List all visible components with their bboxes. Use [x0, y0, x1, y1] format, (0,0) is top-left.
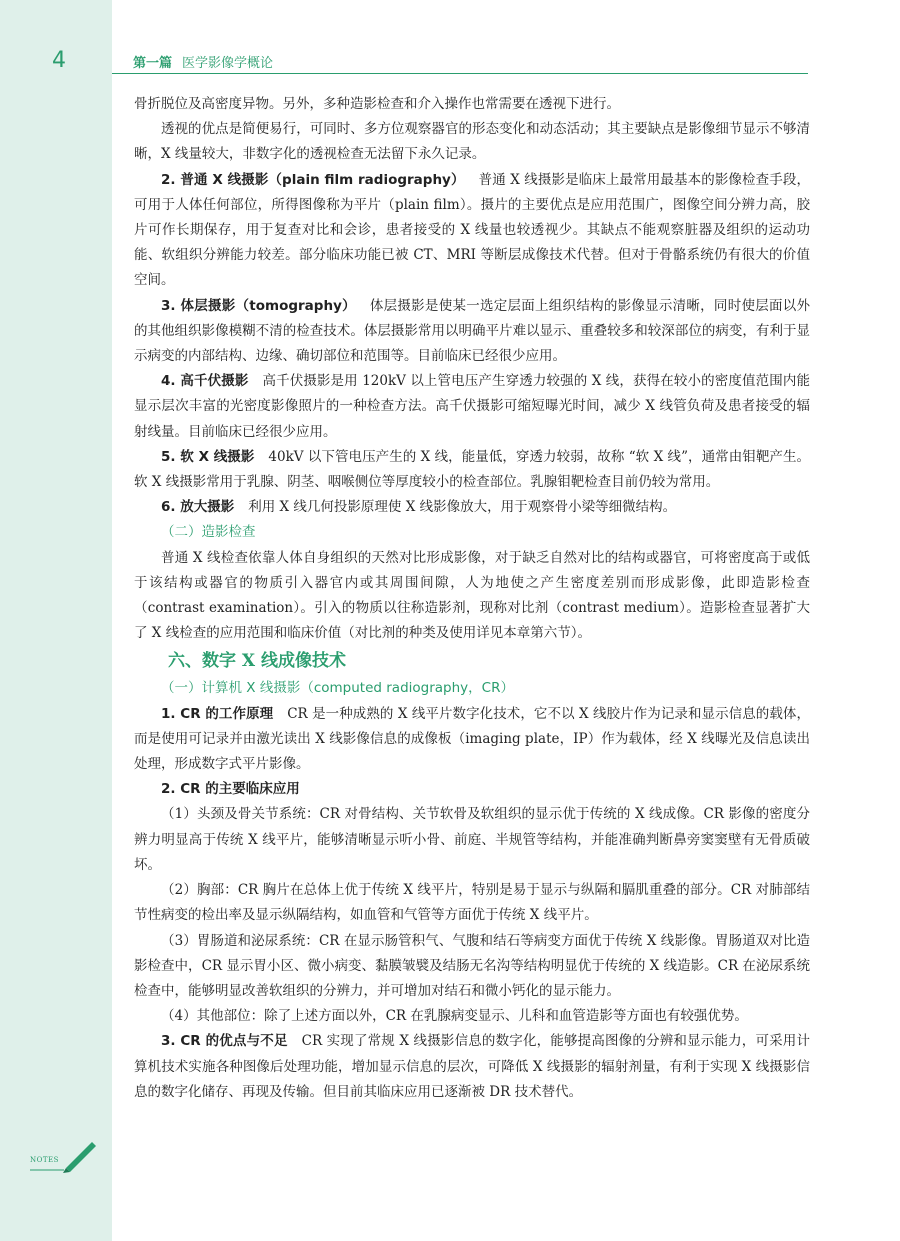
notes-label: NOTES [30, 1156, 59, 1164]
item-text: 普通 X 线摄影是临床上最常用最基本的影像检查手段，可用于人体任何部位，所得图像称为平片（plain film）。摄片的主要优点是应用范围广，图像空间分辨力高，胶片可作长期保存，用于复查对比和会诊，患者接受的 X 线量也较透视少。其缺点不能观察脏器及组织的运动功能、软组织分辨能力较差。部分临床功能已被 CT、MRI 等断层成像技术代替。但对于骨骼系统仍有很大的价值空间。 [134, 171, 811, 289]
paragraph: （3）胃肠道和泌尿系统：CR 在显示肠管积气、气腹和结石等病变方面优于传统 X 线影像。胃肠道双对比造影检查中，CR 显示胃小区、微小病变、黏膜皱襞及结肠无名沟等结构明显优于传统的 X 线造影。CR 在泌尿系统检查中，能够明显改善软组织的分辨力，并可增加对结石和微小钙化的显示能力。 [134, 932, 810, 999]
item-text: 高千伏摄影是用 120kV 以上管电压产生穿透力较强的 X 线，获得在较小的密度值范围内能显示层次丰富的光密度影像照片的一种检查方法。高千伏摄影可缩短曝光时间，减少 X 线管负荷及患者接受的辐射线量。目前临床已经很少应用。 [134, 373, 810, 440]
item-term: 5. 软 X 线摄影 [161, 448, 255, 465]
item-term: 3. 体层摄影（tomography） [161, 297, 356, 314]
item-paragraph [134, 1029, 810, 1105]
item-text: CR 是一种成熟的 X 线平片数字化技术，它不以 X 线胶片作为记录和显示信息的载体，而是使用可记录并由激光读出 X 线影像信息的成像板（imaging plate，IP）作为载体，经 X 线曝光及信息读出处理，形成数字式平片影像。 [134, 705, 811, 773]
header-divider [112, 73, 808, 74]
paragraph: （1）头颈及骨关节系统：CR 对骨结构、关节软骨及软组织的显示优于传统的 X 线成像。CR 影像的密度分辨力明显高于传统 X 线平片，能够清晰显示听小骨、前庭、半规管等结构，并能准确判断鼻旁窦窦壁有无骨质破坏。 [134, 806, 810, 873]
item-text: 利用 X 线几何投影原理使 X 线影像放大，用于观察骨小梁等细微结构。 [248, 499, 677, 516]
item-paragraph [134, 495, 810, 520]
item-term: 6. 放大摄影 [161, 499, 235, 516]
item-text: CR 实现了常规 X 线摄影信息的数字化，能够提高图像的分辨和显示能力，可采用计算机技术实施各种图像后处理功能，增加显示信息的层次，可降低 X 线摄影的辐射剂量，有利于实现 X 线摄影信息的数字化储存、再现及传输。但目前其临床应用已逐渐被 DR 技术替代。 [134, 1033, 810, 1100]
paragraph: （4）其他部位：除了上述方面以外，CR 在乳腺病变显示、儿科和血管造影等方面也有较强优势。 [161, 1008, 748, 1025]
item-term: 2. 普通 X 线摄影（plain film radiography） [161, 171, 465, 188]
item-paragraph [134, 445, 810, 495]
section-heading: 六、数字 X 线成像技术 [168, 651, 347, 672]
item-term: 4. 高千伏摄影 [161, 373, 249, 390]
paragraph: 透视的优点是简便易行，可同时、多方位观察器官的形态变化和动态活动；其主要缺点是影像细节显示不够清晰，X 线量较大，非数字化的透视检查无法留下永久记录。 [134, 121, 810, 163]
subsection-heading: （二）造影检查 [161, 524, 256, 541]
item-paragraph [134, 294, 810, 370]
item-paragraph [134, 702, 810, 778]
header-section: 第一篇 [133, 56, 173, 71]
item-heading: 2. CR 的主要临床应用 [161, 781, 300, 798]
subsection-heading: （一）计算机 X 线摄影（computed radiography，CR） [161, 680, 514, 697]
item-text: 40kV 以下管电压产生的 X 线，能量低，穿透力较弱，故称 “软 X 线”，通常由钼靶产生。软 X 线摄影常用于乳腺、阴茎、咽喉侧位等厚度较小的检查部位。乳腺钼靶检查目前仍较为常用。 [134, 448, 810, 491]
paragraph: 普通 X 线检查依靠人体自身组织的天然对比形成影像，对于缺乏自然对比的结构或器官，可将密度高于或低于该结构或器官的物质引入器官内或其周围间隙，人为地使之产生密度差别而形成影像，此即造影检查（contrast examination）。引入的物质以往称造影剂，现称对比剂（contrast medium）。造影检查显著扩大了 X 线检查的应用范围和临床价值（对比剂的种类及使用详见本章第六节）。 [134, 549, 810, 642]
running-header [133, 52, 273, 71]
item-text: 体层摄影是使某一选定层面上组织结构的影像显示清晰，同时使层面以外的其他组织影像模糊不清的检查技术。体层摄影常用以明确平片难以显示、重叠较多和较深部位的病变，有利于显示病变的内部结构、边缘、确切部位和范围等。目前临床已经很少应用。 [134, 297, 810, 365]
margin-sidebar [0, 0, 112, 1241]
header-title: 医学影像学概论 [182, 56, 274, 71]
notes-marker [30, 1138, 100, 1174]
page-number: 4 [52, 48, 66, 73]
item-paragraph [134, 369, 810, 445]
item-term: 3. CR 的优点与不足 [161, 1033, 288, 1050]
paragraph: （2）胸部：CR 胸片在总体上优于传统 X 线平片，特别是易于显示与纵隔和膈肌重叠的部分。CR 对肺部结节性病变的检出率及显示纵隔结构，如血管和气管等方面优于传统 X 线平片。 [134, 882, 810, 924]
page-body [134, 92, 810, 1105]
item-paragraph [134, 168, 810, 294]
item-term: 1. CR 的工作原理 [161, 705, 274, 722]
paragraph: 骨折脱位及高密度异物。另外，多种造影检查和介入操作也常需要在透视下进行。 [134, 96, 620, 112]
